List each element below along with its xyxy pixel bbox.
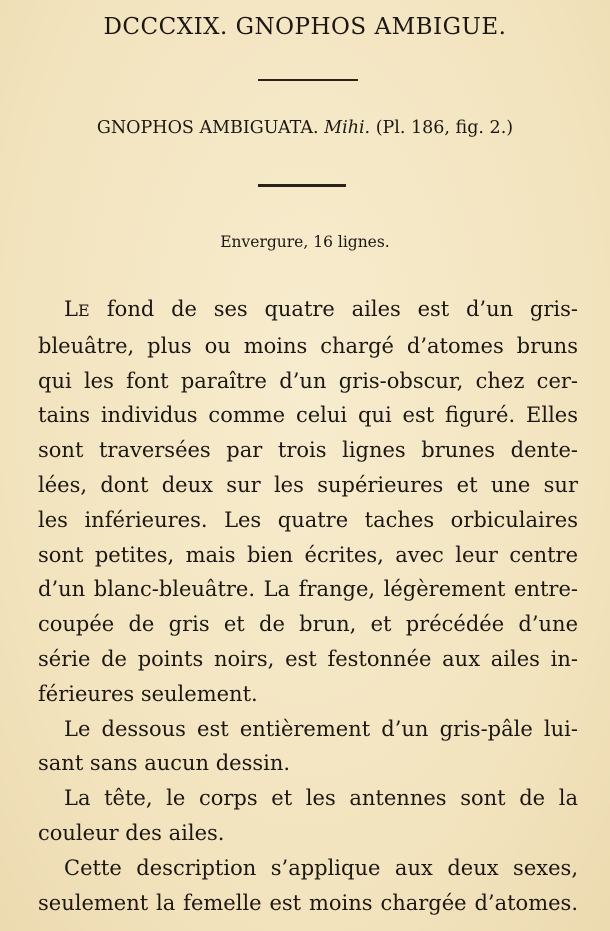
text-line: Le dessous est entièrement d’un gris-pâle lui- bbox=[64, 716, 578, 741]
text-line bbox=[38, 292, 578, 329]
paragraph bbox=[38, 851, 578, 921]
page-heading: DCCCXIX. GNOPHOS AMBIGUE. bbox=[103, 14, 507, 40]
line-rest: fond de ses quatre ailes est d’un gris- bbox=[90, 297, 578, 321]
drop-cap: L bbox=[64, 297, 78, 321]
text-line: sont traversées par trois lignes brunes dente- bbox=[38, 438, 578, 463]
text-line: couleur des ailes. bbox=[38, 820, 225, 845]
species-subheading bbox=[0, 118, 610, 138]
text-line: qui les font paraître d’un gris-obscur, chez cer- bbox=[38, 368, 578, 393]
species-name: GNOPHOS AMBIGUATA. bbox=[96, 118, 319, 138]
species-author: Mihi. bbox=[324, 118, 371, 138]
text-line: sont petites, mais bien écrites, avec leur centre bbox=[38, 542, 578, 567]
description-body bbox=[38, 292, 578, 920]
text-line: les inférieures. Les quatre taches orbiculaires bbox=[38, 507, 578, 532]
text-line: La tête, le corps et les antennes sont de la bbox=[64, 786, 578, 811]
top-divider bbox=[258, 79, 358, 81]
bottom-divider bbox=[258, 184, 346, 187]
paragraph bbox=[38, 292, 578, 712]
text-line: bleuâtre, plus ou moins chargé d’atomes bruns bbox=[38, 333, 578, 358]
text-line: férieures seulement. bbox=[38, 681, 258, 706]
wingspan-line: Envergure, 16 lignes. bbox=[220, 233, 390, 251]
paragraph bbox=[38, 712, 578, 782]
small-caps: E bbox=[77, 301, 91, 320]
text-line: série de points noirs, est festonnée aux ailes in- bbox=[38, 646, 578, 671]
text-line: seulement la femelle est moins chargée d’atomes. bbox=[38, 890, 578, 915]
text-line: sant sans aucun dessin. bbox=[38, 751, 291, 776]
paragraph bbox=[38, 781, 578, 851]
text-line: lées, dont deux sur les supérieures et une sur bbox=[38, 472, 578, 497]
text-line: coupée de gris et de brun, et précédée d’une bbox=[38, 612, 578, 637]
plate-reference: (Pl. 186, fig. 2.) bbox=[375, 118, 514, 138]
text-line: d’un blanc-bleuâtre. La frange, légèrement entre- bbox=[38, 577, 578, 602]
text-line: Cette description s’applique aux deux sexes, bbox=[64, 855, 578, 880]
text-line: tains individus comme celui qui est figuré. Elles bbox=[38, 403, 578, 428]
